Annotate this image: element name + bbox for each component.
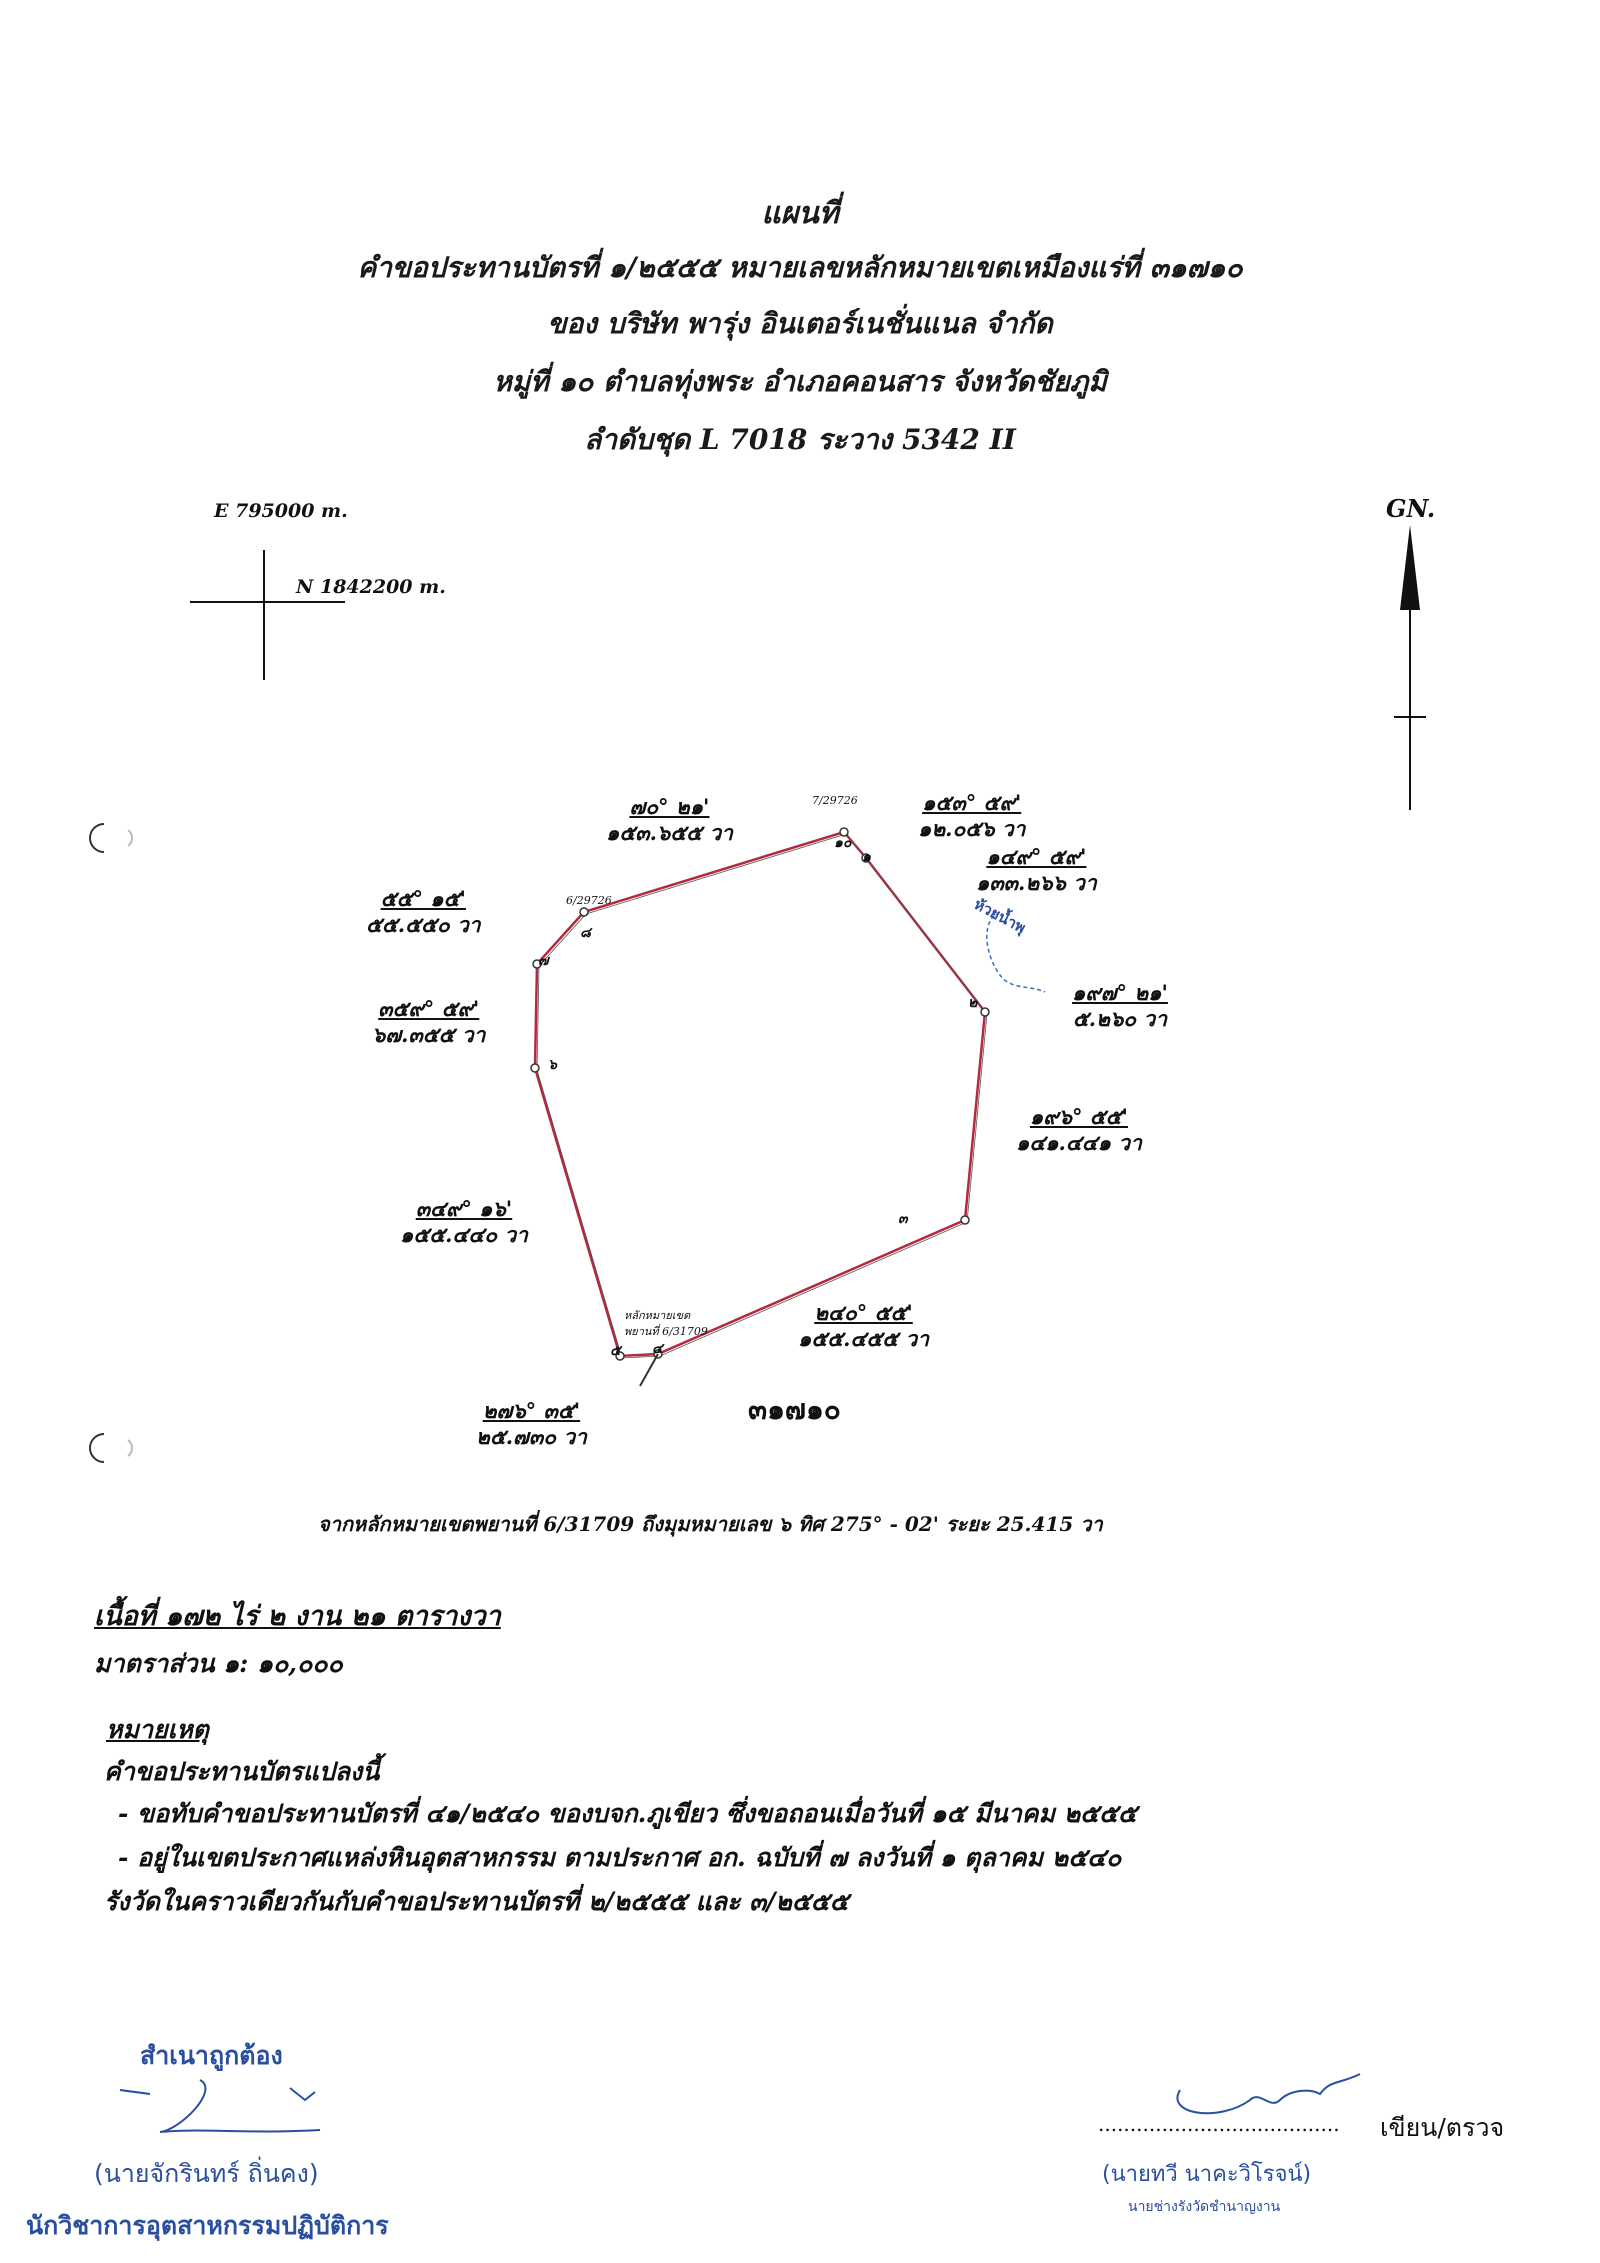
survey-point-3 — [961, 1216, 969, 1224]
header-line-2: ของ บริษัท พารุ่ง อินเตอร์เนชั่นแนล จำกัด — [547, 307, 1053, 340]
stream-label: ห้วยน้ำพุ — [971, 894, 1029, 938]
certify-stamp: สำเนาถูกต้อง — [140, 2041, 283, 2070]
bearing-7-8: ๕๕° ๑๕' ๕๕.๕๕๐ วา — [366, 886, 481, 937]
certify-position: นักวิชาการอุตสาหกรรมปฏิบัติการ — [26, 2211, 389, 2240]
bearing-5-6: ๓๔๙° ๑๖' ๑๕๕.๔๔๐ วา — [400, 1196, 528, 1247]
map-title: แผนที่ — [761, 196, 839, 231]
survey-point-8 — [580, 908, 588, 916]
drafter-name: (นายทวี นาคะวิโรจน์) — [1102, 2162, 1312, 2187]
remarks-item-1: - ขอทับคำขอประทานบัตรที่ ๔๑/๒๕๔๐ ของบจก.ภูเขียว ซึ่งขอถอนเมื่อวันที่ ๑๕ มีนาคม ๒๕๕๕ — [118, 1799, 1137, 1828]
bearing-10-1: ๑๕๓° ๕๙' ๑๒.๐๕๖ วา — [918, 790, 1026, 841]
point-label-2: ๒ — [968, 995, 978, 1011]
area-text: เนื้อที่ ๑๗๒ ไร่ ๒ งาน ๒๑ ตารางวา — [94, 1601, 501, 1632]
bearing-2a: ๑๙๗° ๒๑' ๕.๒๖๐ วา — [1072, 980, 1168, 1031]
header-line-1: คำขอประทานบัตรที่ ๑/๒๕๕๕ หมายเลขหลักหมายเขตเหมืองแร่ที่ ๓๑๗๑๐ — [357, 251, 1243, 284]
easting-label: E 795000 m. — [214, 500, 348, 522]
bearing-4-5: ๒๗๖° ๓๕' ๒๕.๗๓๐ วา — [476, 1398, 587, 1449]
point-label-6: ๖ — [548, 1057, 557, 1073]
drafter-position: นายช่างรังวัดชำนาญงาน — [1128, 2199, 1281, 2215]
parcel-boundary — [535, 832, 985, 1356]
header-line-3: หมู่ที่ ๑๐ ตำบลทุ่งพระ อำเภอคอนสาร จังหวัดชัยภูมิ — [493, 365, 1107, 398]
certify-signature — [110, 2070, 330, 2150]
tie-line-text: จากหลักหมายเขตพยานที่ 6/31709 ถึงมุมหมายเลข ๖ ทิศ 275° - 02' ระยะ 25.415 วา — [318, 1512, 1103, 1536]
certify-name: (นายจักรินทร์ ถิ่นคง) — [94, 2159, 319, 2188]
scale-text: มาตราส่วน ๑: ๑๐,๐๐๐ — [94, 1649, 343, 1678]
bearing-1-2: ๑๔๙° ๕๙' ๑๓๓.๒๖๖ วา — [976, 844, 1097, 895]
survey-point-2 — [981, 1008, 989, 1016]
witness-label-1: หลักหมายเขต — [624, 1309, 691, 1322]
drafter-dots: ...................................... — [1098, 2112, 1340, 2136]
survey-point-6 — [531, 1064, 539, 1072]
drafter-role: เขียน/ตรวจ — [1380, 2113, 1505, 2142]
point-label-4: ๔ — [652, 1341, 663, 1357]
header-line-4: ลำดับชุด L 7018 ระวาง 5342 II — [584, 423, 1016, 456]
point-ref-10: 7/29726 — [812, 794, 858, 807]
remarks-closing: รังวัดในคราวเดียวกันกับคำขอประทานบัตรที่ ๒/๒๕๕๕ และ ๓/๒๕๕๕ — [104, 1887, 849, 1916]
point-label-7: ๗ — [538, 953, 549, 969]
mine-number: ๓๑๗๑๐ — [748, 1393, 841, 1426]
bearing-2-3: ๑๙๖° ๕๕' ๑๔๑.๔๔๑ วา — [1016, 1104, 1142, 1155]
point-label-8: ๘ — [580, 925, 591, 941]
bearing-3-4: ๒๔๐° ๕๕' ๑๕๕.๔๕๕ วา — [798, 1300, 930, 1351]
point-label-3: ๓ — [898, 1211, 908, 1227]
bearing-8-10: ๗๐° ๒๑' ๑๕๓.๖๕๕ วา — [606, 794, 733, 845]
north-label: GN. — [1386, 494, 1436, 523]
point-label-5: ๕ — [610, 1343, 621, 1359]
remarks-intro: คำขอประทานบัตรแปลงนี้ — [104, 1757, 380, 1786]
point-label-10: ๑๐ — [834, 835, 852, 851]
point-ref-8: 6/29726 — [566, 894, 612, 907]
remarks-heading: หมายเหตุ — [106, 1715, 209, 1744]
bearing-6-7: ๓๕๙° ๕๙' ๖๗.๓๕๕ วา — [372, 996, 486, 1047]
northing-label: N 1842200 m. — [296, 576, 446, 598]
witness-label-2: พยานที่ 6/31709 — [624, 1325, 708, 1338]
point-label-1: ๑ — [862, 849, 871, 865]
remarks-item-2: - อยู่ในเขตประกาศแหล่งหินอุตสาหกรรม ตามประกาศ อก. ฉบับที่ ๗ ลงวันที่ ๑ ตุลาคม ๒๕๔๐ — [118, 1843, 1122, 1872]
